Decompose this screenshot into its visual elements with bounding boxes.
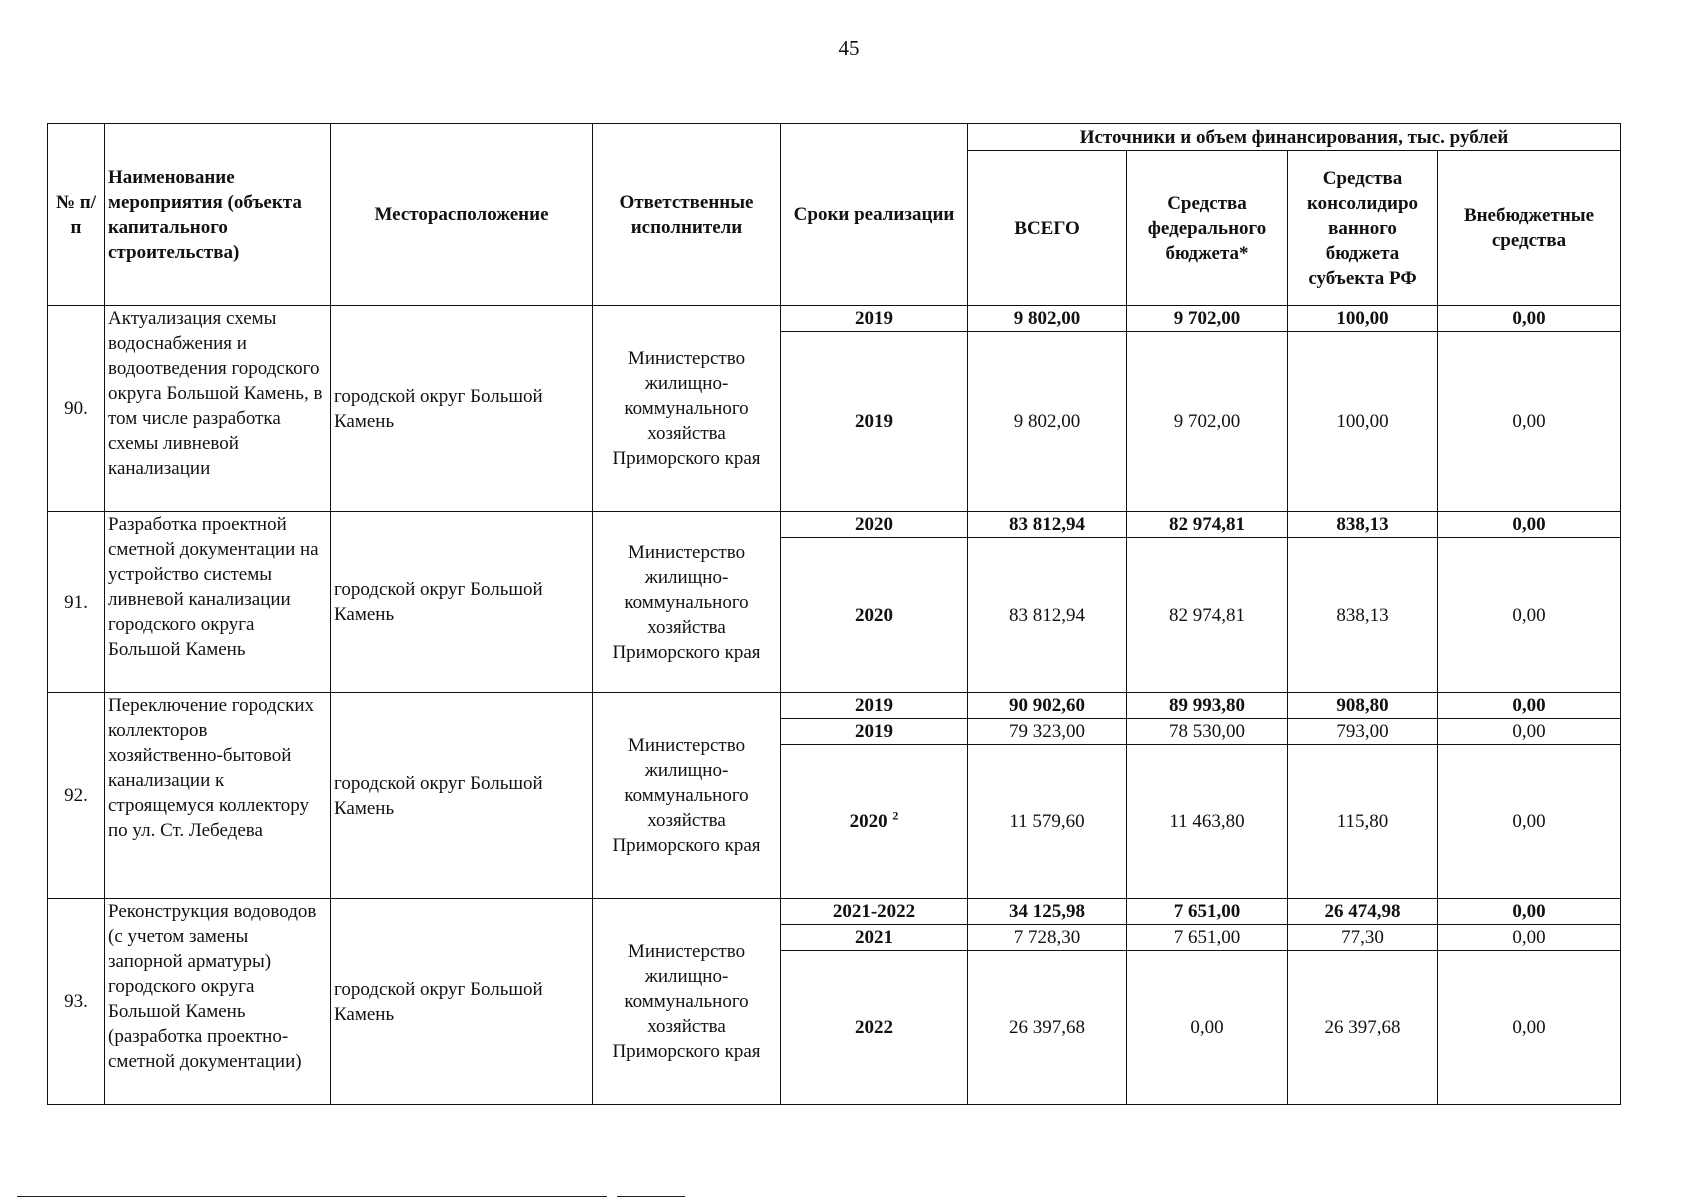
total-extra: 0,00 [1438, 693, 1621, 719]
table-row [48, 899, 1621, 925]
sub-extra: 0,00 [1438, 719, 1621, 745]
sub-regional: 793,00 [1288, 719, 1438, 745]
footnote-divider [17, 1196, 607, 1197]
row-location: городской округ Большой Камень [331, 512, 593, 693]
total-regional: 908,80 [1288, 693, 1438, 719]
header-sources-title: Источники и объем финансирования, тыс. рублей [968, 124, 1621, 151]
row-executor: Министерство жилищно-коммунального хозяйства Приморского края [593, 512, 781, 693]
sub-total: 79 323,00 [968, 719, 1127, 745]
row-num: 92. [48, 693, 105, 899]
total-regional: 100,00 [1288, 306, 1438, 332]
sub-federal: 9 702,00 [1127, 332, 1288, 512]
header-location: Месторасположение [331, 124, 593, 306]
total-year: 2019 [781, 693, 968, 719]
total-federal: 89 993,80 [1127, 693, 1288, 719]
sub-extra: 0,00 [1438, 538, 1621, 693]
header-regional: Средства консолидиро ванного бюджета субъекта РФ [1288, 151, 1438, 306]
sub-year [781, 745, 968, 899]
total-sum: 83 812,94 [968, 512, 1127, 538]
row-location: городской округ Большой Камень [331, 899, 593, 1105]
row-num: 93. [48, 899, 105, 1105]
sub-total: 9 802,00 [968, 332, 1127, 512]
sub-federal: 11 463,80 [1127, 745, 1288, 899]
table-row [48, 512, 1621, 538]
header-terms: Сроки реализации [781, 124, 968, 306]
sub-extra: 0,00 [1438, 745, 1621, 899]
total-extra: 0,00 [1438, 899, 1621, 925]
total-sum: 9 802,00 [968, 306, 1127, 332]
row-num: 90. [48, 306, 105, 512]
header-extra: Внебюджетные средства [1438, 151, 1621, 306]
sub-federal: 78 530,00 [1127, 719, 1288, 745]
total-year: 2021-2022 [781, 899, 968, 925]
sub-year: 2021 [781, 925, 968, 951]
row-executor: Министерство жилищно-коммунального хозяйства Приморского края [593, 693, 781, 899]
sub-year-value: 2020 [849, 811, 888, 832]
sub-year: 2020 [781, 538, 968, 693]
row-name: Переключение городских коллекторов хозяйственно-бытовой канализации к строящемуся коллектору по ул. Ст. Лебедева [105, 693, 331, 899]
sub-total: 83 812,94 [968, 538, 1127, 693]
row-executor: Министерство жилищно-коммунального хозяйства Приморского края [593, 899, 781, 1105]
sub-federal: 0,00 [1127, 951, 1288, 1105]
row-name: Актуализация схемы водоснабжения и водоотведения городского округа Большой Камень, в том числе разработка схемы ливневой канализации [105, 306, 331, 512]
sub-extra: 0,00 [1438, 332, 1621, 512]
sub-year: 2019 [781, 332, 968, 512]
total-year: 2020 [781, 512, 968, 538]
total-extra: 0,00 [1438, 306, 1621, 332]
total-regional: 838,13 [1288, 512, 1438, 538]
row-num: 91. [48, 512, 105, 693]
sub-year: 2022 [781, 951, 968, 1105]
sub-federal: 82 974,81 [1127, 538, 1288, 693]
total-federal: 82 974,81 [1127, 512, 1288, 538]
page-number: 45 [838, 36, 860, 60]
financing-table [47, 123, 1621, 1105]
sub-federal: 7 651,00 [1127, 925, 1288, 951]
total-sum: 34 125,98 [968, 899, 1127, 925]
sub-extra: 0,00 [1438, 925, 1621, 951]
footnote-divider-short [617, 1196, 685, 1197]
row-executor: Министерство жилищно-коммунального хозяйства Приморского края [593, 306, 781, 512]
header-num: № п/п [48, 124, 105, 306]
sub-extra: 0,00 [1438, 951, 1621, 1105]
total-regional: 26 474,98 [1288, 899, 1438, 925]
header-federal: Средства федерального бюджета* [1127, 151, 1288, 306]
header-row [48, 124, 1621, 151]
sub-regional: 115,80 [1288, 745, 1438, 899]
row-location: городской округ Большой Камень [331, 693, 593, 899]
total-sum: 90 902,60 [968, 693, 1127, 719]
header-name: Наименование мероприятия (объекта капитального строительства) [105, 124, 331, 306]
total-federal: 9 702,00 [1127, 306, 1288, 332]
sub-regional: 838,13 [1288, 538, 1438, 693]
sub-regional: 100,00 [1288, 332, 1438, 512]
total-year: 2019 [781, 306, 968, 332]
year-footnote-mark: 2 [892, 808, 899, 823]
row-location: городской округ Большой Камень [331, 306, 593, 512]
total-federal: 7 651,00 [1127, 899, 1288, 925]
total-extra: 0,00 [1438, 512, 1621, 538]
sub-total: 7 728,30 [968, 925, 1127, 951]
header-executors: Ответственные исполнители [593, 124, 781, 306]
row-name: Реконструкция водоводов (с учетом замены запорной арматуры) городского округа Большой Камень (разработка проектно-сметной документации) [105, 899, 331, 1105]
sub-regional: 77,30 [1288, 925, 1438, 951]
header-total: ВСЕГО [968, 151, 1127, 306]
sub-year: 2019 [781, 719, 968, 745]
row-name: Разработка проектной сметной документации на устройство системы ливневой канализации городского округа Большой Камень [105, 512, 331, 693]
table-row [48, 306, 1621, 332]
sub-total: 26 397,68 [968, 951, 1127, 1105]
sub-regional: 26 397,68 [1288, 951, 1438, 1105]
sub-total: 11 579,60 [968, 745, 1127, 899]
table-row [48, 693, 1621, 719]
